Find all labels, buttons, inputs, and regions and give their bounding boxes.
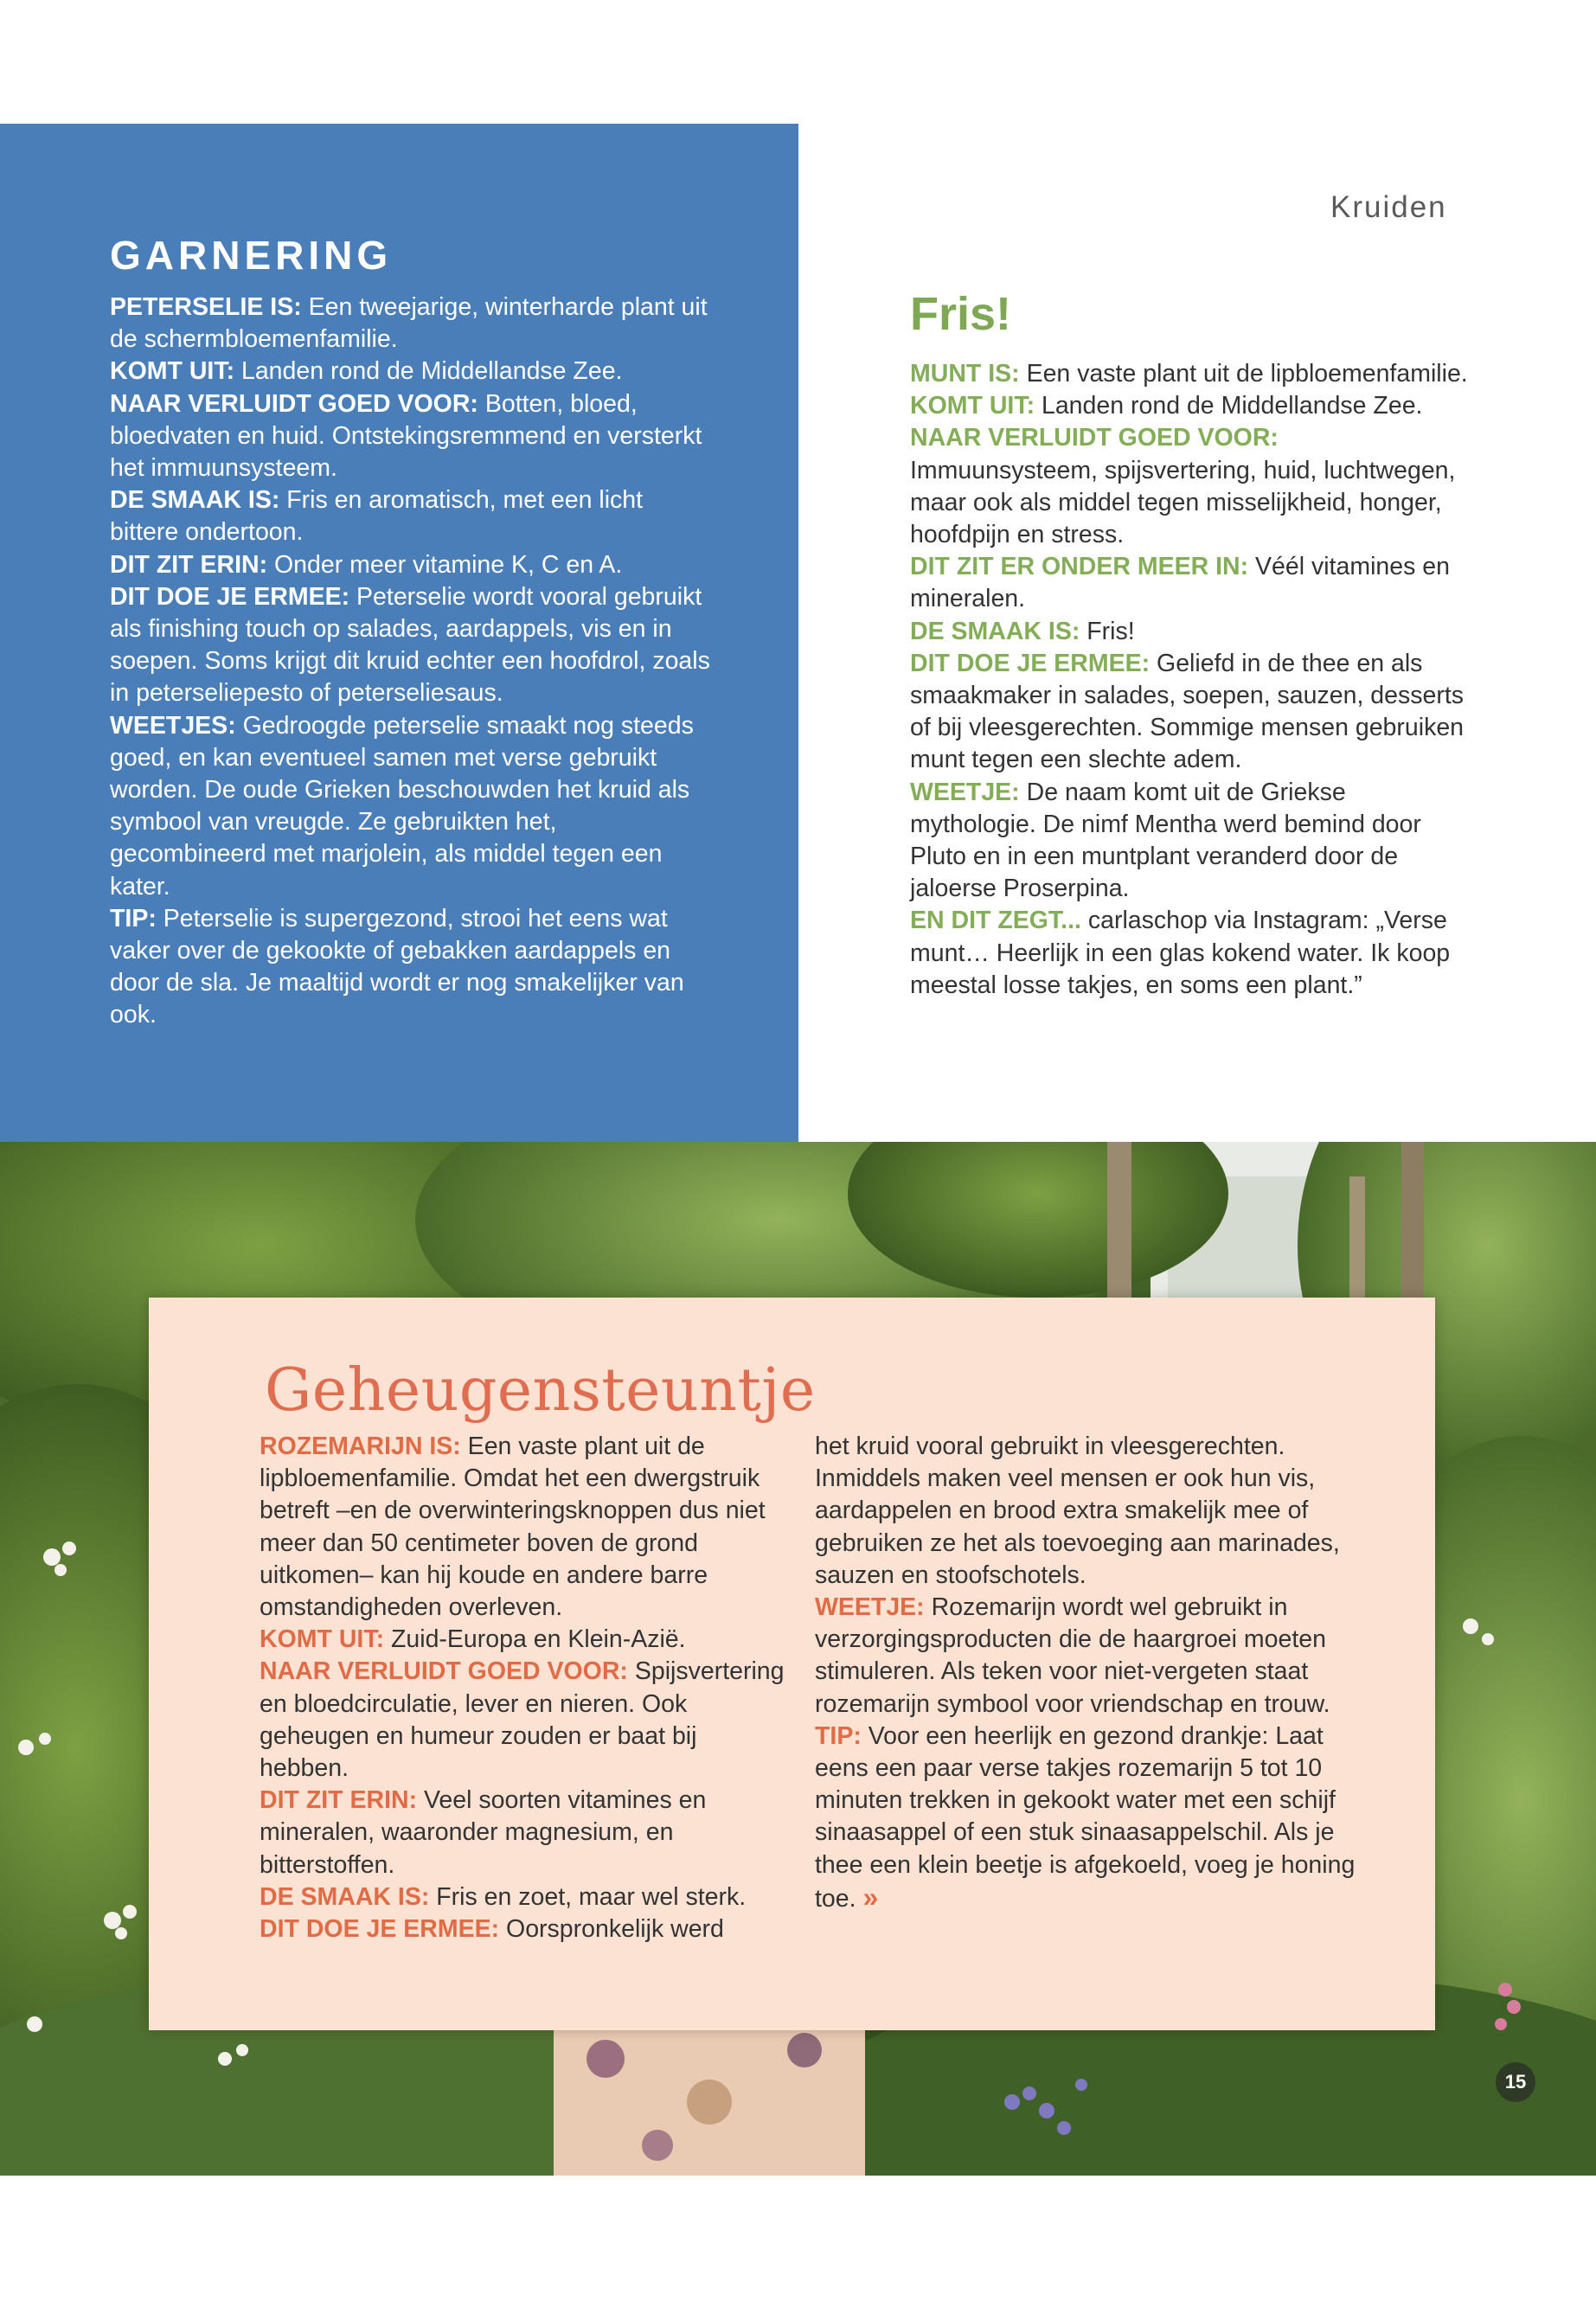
fris-title: Fris! bbox=[910, 288, 1012, 340]
rozemarijn-paragraph bbox=[260, 1625, 686, 1653]
rozemarijn-paragraph bbox=[260, 1657, 785, 1782]
rozemarijn-paragraph bbox=[260, 1883, 746, 1911]
garnering-title: GARNERING bbox=[110, 233, 393, 278]
paragraph-text: De naam komt uit de Griekse mythologie. De nimf Mentha werd bemind door Pluto en in een muntplant veranderd door de jaloerse Proserpina. bbox=[910, 778, 1421, 903]
fris-paragraph bbox=[910, 907, 1450, 998]
paragraph-text: Fris en aromatisch, met een licht bittere ondertoon. bbox=[110, 486, 644, 547]
fris-paragraph bbox=[910, 779, 1421, 903]
rozemarijn-paragraph bbox=[260, 1786, 706, 1878]
paragraph-text: Voor een heerlijk en gezond drankje: Laat eens een paar verse takjes rozemarijn 5 tot 10 minuten trekken in gekookt water met een schijf sinaasappel of een stuk sinaasappelschil. Als je thee een klein beetje is afgekoeld, voeg je honing toe. bbox=[815, 1721, 1356, 1913]
rozemarijn-paragraph bbox=[815, 1593, 1330, 1718]
paragraph-text: Onder meer vitamine K, C en A. bbox=[267, 550, 623, 579]
paragraph-text: Een tweejarige, winterharde plant uit de schermbloemenfamilie. bbox=[110, 293, 708, 354]
paragraph-label: PETERSELIE IS: bbox=[110, 293, 302, 321]
paragraph-text: Een vaste plant uit de lipbloemenfamilie. bbox=[1019, 360, 1468, 388]
rozemarijn-paragraph bbox=[260, 1915, 724, 1943]
paragraph-label: DIT DOE JE ERMEE: bbox=[910, 649, 1151, 677]
paragraph-label: DIT DOE JE ERMEE: bbox=[260, 1915, 500, 1944]
paragraph-label: KOMT UIT: bbox=[110, 357, 235, 386]
paragraph-text: het kruid vooral gebruikt in vleesgerechten. Inmiddels maken veel mensen er ook hun vis, aardappelen en brood extra smakelijk mee of gebruiken ze het als toevoeging aan marinades, sauzen en stoofschotels. bbox=[815, 1433, 1340, 1589]
paragraph-text: Zuid-Europa en Klein-Azië. bbox=[384, 1625, 686, 1654]
paragraph-label: MUNT IS: bbox=[910, 360, 1020, 388]
fris-body bbox=[910, 358, 1472, 1002]
paragraph-label: NAAR VERLUIDT GOED VOOR: bbox=[910, 424, 1279, 452]
paragraph-label: NAAR VERLUIDT GOED VOOR: bbox=[110, 389, 478, 418]
paragraph-label: DIT DOE JE ERMEE: bbox=[110, 582, 350, 611]
paragraph-label: KOMT UIT: bbox=[910, 392, 1035, 420]
paragraph-label: DE SMAAK IS: bbox=[110, 486, 280, 515]
garnering-paragraph bbox=[110, 583, 710, 708]
paragraph-label: WEETJES: bbox=[110, 711, 236, 740]
section-label: Kruiden bbox=[1330, 190, 1447, 224]
geheugensteuntje-title: Geheugensteuntje bbox=[265, 1356, 816, 1425]
paragraph-text: carlaschop via Instagram: „Verse munt… Heerlijk in een glas kokend water. Ik koop meestal losse takjes, en soms een plant.” bbox=[910, 907, 1451, 999]
paragraph-text: Geliefd in de thee en als smaakmaker in salades, soepen, sauzen, desserts of bij vleesgerechten. Sommige mensen gebruiken munt tegen een slechte adem. bbox=[910, 649, 1465, 774]
garnering-paragraph bbox=[110, 486, 643, 546]
garnering-paragraph bbox=[110, 390, 702, 482]
paragraph-label: ROZEMARIJN IS: bbox=[260, 1433, 461, 1460]
paragraph-text: Landen rond de Middellandse Zee. bbox=[1035, 392, 1423, 420]
rozemarijn-paragraph bbox=[815, 1722, 1355, 1913]
paragraph-label: TIP: bbox=[815, 1721, 862, 1750]
garnering-paragraph bbox=[110, 712, 694, 901]
fris-paragraph bbox=[910, 553, 1450, 612]
paragraph-label: KOMT UIT: bbox=[260, 1625, 385, 1654]
fris-paragraph bbox=[910, 618, 1135, 645]
paragraph-text: Peterselie wordt vooral gebruikt als finishing touch op salades, aardappels, vis en in soepen. Soms krijgt dit kruid echter een hoofdrol, zoals in peterseliepesto of peterseliesaus. bbox=[110, 582, 710, 708]
garnering-paragraph bbox=[110, 293, 708, 353]
fris-paragraph bbox=[910, 392, 1422, 420]
page-number: 15 bbox=[1496, 2062, 1535, 2102]
paragraph-text: Een vaste plant uit de lipbloemenfamilie. Omdat het een dwergstruik betreft –en de overwinteringsknoppen dus niet meer dan 50 centimeter boven de grond uitkomen– kan hij koude en andere barre omstandigheden overleven. bbox=[260, 1433, 766, 1622]
rozemarijn-column-2 bbox=[815, 1431, 1360, 1915]
fris-paragraph bbox=[910, 650, 1464, 774]
paragraph-text: Spijsvertering en bloedcirculatie, lever en nieren. Ook geheugen en humeur zouden er baat bij hebben. bbox=[260, 1657, 785, 1783]
fris-paragraph bbox=[910, 360, 1468, 388]
paragraph-label: DE SMAAK IS: bbox=[910, 617, 1080, 645]
paragraph-label: DIT ZIT ER ONDER MEER IN: bbox=[910, 553, 1249, 581]
paragraph-text: Botten, bloed, bloedvaten en huid. Ontstekingsremmend en versterkt het immuunsysteem. bbox=[110, 389, 702, 483]
paragraph-label: DE SMAAK IS: bbox=[260, 1882, 430, 1911]
garnering-paragraph bbox=[110, 357, 622, 385]
chevron-right-icon: » bbox=[862, 1881, 874, 1913]
rozemarijn-paragraph bbox=[260, 1433, 766, 1621]
paragraph-text: Gedroogde peterselie smaakt nog steeds goed, en kan eventueel samen met verse gebruikt worden. De oude Grieken beschouwden het kruid als symbool van vreugde. Ze gebruikten het, gecombineerd met marjolein, als middel tegen een kater. bbox=[110, 711, 694, 901]
paragraph-label: WEETJE: bbox=[910, 778, 1020, 806]
fris-paragraph bbox=[910, 424, 1455, 548]
paragraph-label: WEETJE: bbox=[815, 1593, 925, 1622]
paragraph-text: Fris en zoet, maar wel sterk. bbox=[429, 1882, 747, 1911]
garnering-body bbox=[110, 292, 715, 1032]
paragraph-label: TIP: bbox=[110, 904, 157, 933]
paragraph-text: Immuunsysteem, spijsvertering, huid, luchtwegen, maar ook als middel tegen misselijkheid, honger, hoofdpijn en stress. bbox=[910, 456, 1456, 549]
paragraph-text: Oorspronkelijk werd bbox=[499, 1915, 724, 1944]
paragraph-label: NAAR VERLUIDT GOED VOOR: bbox=[260, 1657, 628, 1686]
paragraph-text: Rozemarijn wordt wel gebruikt in verzorgingsproducten die de haargroei moeten stimuleren. Als teken voor niet-vergeten staat rozemarijn symbool voor vriendschap en trouw. bbox=[815, 1593, 1330, 1718]
rozemarijn-column-1 bbox=[260, 1431, 787, 1945]
paragraph-label: DIT ZIT ERIN: bbox=[260, 1786, 418, 1815]
paragraph-text: Véél vitamines en mineralen. bbox=[910, 553, 1450, 613]
rozemarijn-paragraph bbox=[815, 1433, 1340, 1589]
paragraph-text: Landen rond de Middellandse Zee. bbox=[234, 357, 623, 386]
paragraph-text: Peterselie is supergezond, strooi het eens wat vaker over de gekookte of gebakken aardappels en door de sla. Je maaltijd wordt er nog smakelijker van ook. bbox=[110, 904, 684, 1029]
paragraph-label: DIT ZIT ERIN: bbox=[110, 550, 268, 579]
garnering-paragraph bbox=[110, 551, 622, 579]
paragraph-text: Veel soorten vitamines en mineralen, waaronder magnesium, en bitterstoffen. bbox=[260, 1786, 707, 1879]
paragraph-label: EN DIT ZEGT... bbox=[910, 907, 1081, 935]
garnering-paragraph bbox=[110, 905, 684, 1029]
paragraph-text: Fris! bbox=[1080, 617, 1135, 645]
